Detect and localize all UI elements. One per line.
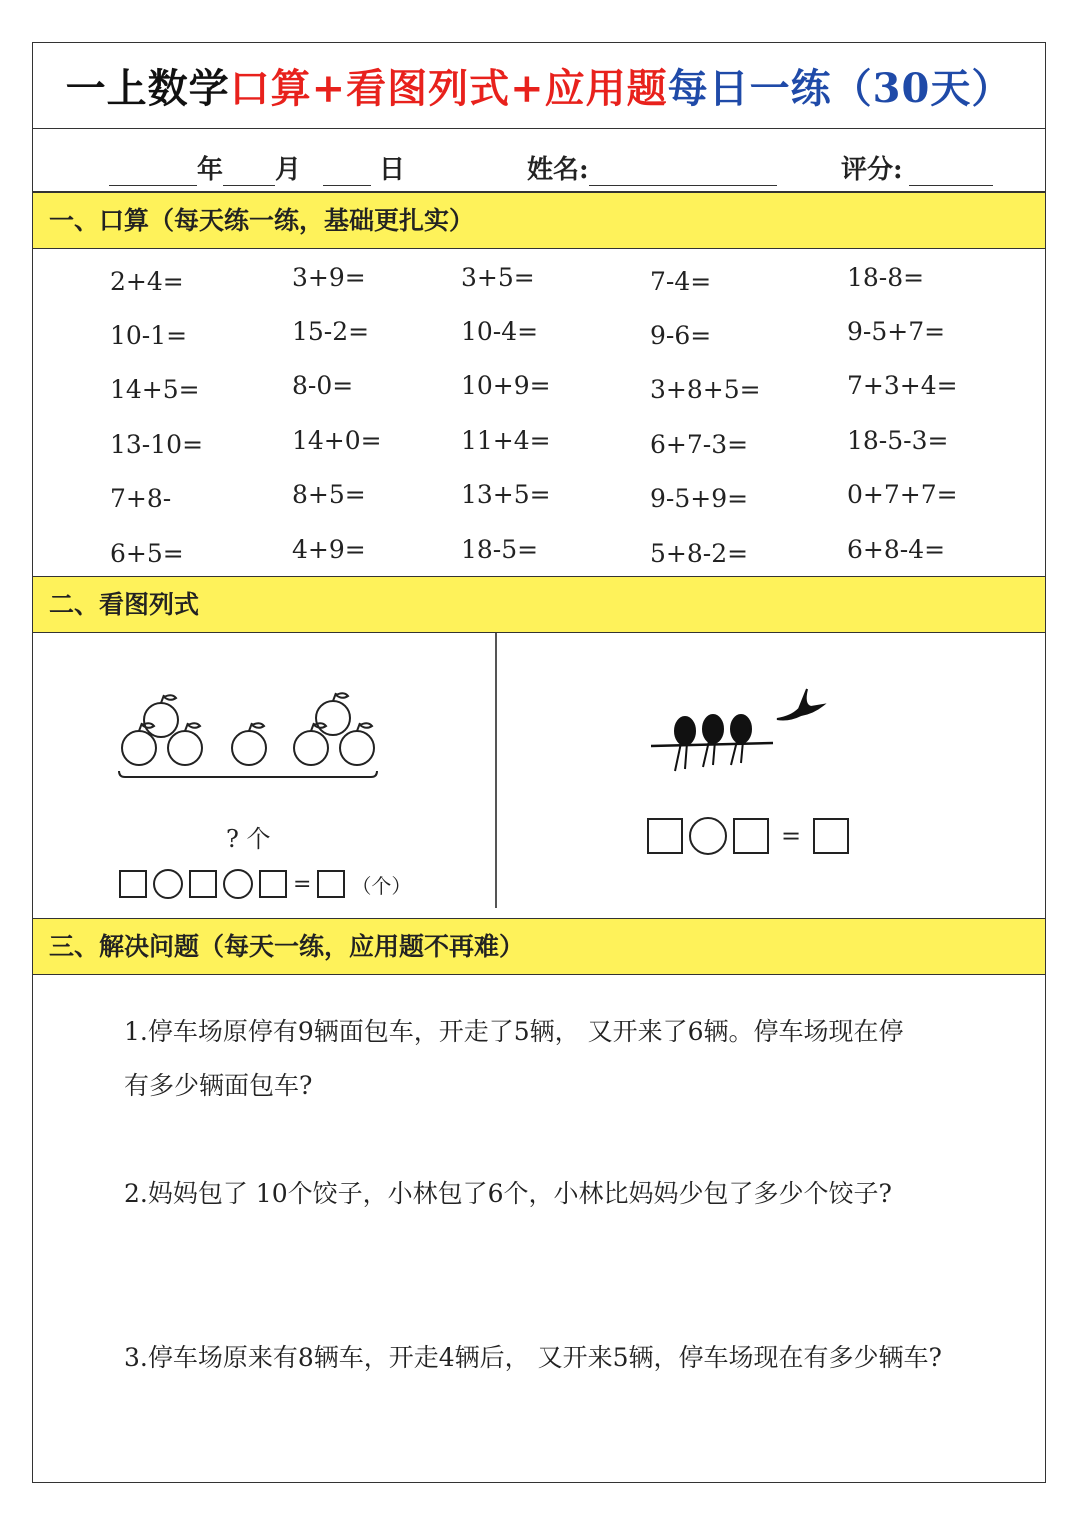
oral-problem: 9-5+9= [650, 484, 749, 513]
oral-problem: 4+9= [292, 535, 366, 564]
year-blank[interactable] [109, 158, 197, 186]
bird-icon [731, 715, 751, 765]
apple-icon [168, 723, 202, 765]
oral-problem: 6+7-3= [650, 430, 749, 459]
oral-problem: 8-0= [292, 371, 354, 400]
day-label: 日 [379, 155, 406, 185]
apple-icon [122, 723, 156, 765]
oral-problem: 7+3+4= [847, 371, 958, 400]
oral-problem: 13+5= [461, 480, 551, 509]
flying-bird-icon [777, 689, 823, 720]
birds-figure [647, 681, 867, 791]
oral-problem: 10+9= [461, 371, 551, 400]
oral-problem: 11+4= [461, 426, 551, 455]
operator-circle[interactable] [153, 869, 183, 899]
answer-box[interactable] [189, 870, 217, 898]
year-label: 年 [197, 155, 224, 185]
birds-equation [647, 817, 849, 855]
result-box[interactable] [813, 818, 849, 854]
bird-icon [703, 715, 723, 767]
month-blank[interactable] [223, 158, 275, 186]
operator-circle[interactable] [689, 817, 727, 855]
oral-problem: 6+5= [110, 539, 184, 568]
picture-equations [33, 633, 1045, 918]
oral-calc-grid [33, 249, 1045, 576]
answer-box[interactable] [119, 870, 147, 898]
apples-question-label: ? 个 [226, 825, 271, 853]
word-problems [33, 975, 1045, 1480]
apple-icon [232, 723, 266, 765]
oral-problem: 3+8+5= [650, 375, 761, 404]
problem-3: 3.停车场原来有8辆车，开走4辆后， 又开来5辆，停车场现在有多少辆车? [124, 1343, 942, 1372]
problem-1-line-2: 有多少辆面包车? [124, 1071, 313, 1100]
apples-equation [119, 869, 411, 899]
oral-problem: 2+4= [110, 267, 184, 296]
worksheet [32, 42, 1046, 1483]
name-blank[interactable] [589, 158, 777, 186]
oral-problem: 13-10= [110, 430, 204, 459]
section-problems-heading: 三、解决问题（每天一练，应用题不再难） [33, 918, 1045, 975]
oral-problem: 9-5+7= [847, 317, 946, 346]
oral-problem: 0+7+7= [847, 480, 958, 509]
answer-box[interactable] [647, 818, 683, 854]
oral-problem: 9-6= [650, 321, 712, 350]
problem-2: 2.妈妈包了 10个饺子，小林包了6个，小林比妈妈少包了多少个饺子? [124, 1179, 892, 1208]
oral-problem: 18-5-3= [847, 426, 949, 455]
oral-problem: 14+5= [110, 375, 200, 404]
section-oral-heading: 一、口算（每天练一练，基础更扎实） [33, 192, 1045, 249]
column-divider [495, 633, 497, 908]
day-blank[interactable] [323, 158, 371, 186]
title-part-daily: 每日一练（30天） [667, 65, 1013, 112]
oral-problem: 18-8= [847, 263, 925, 292]
equals-sign: = [781, 822, 802, 850]
operator-circle[interactable] [223, 869, 253, 899]
oral-problem: 15-2= [292, 317, 370, 346]
apple-icon [294, 723, 328, 765]
result-box[interactable] [317, 870, 345, 898]
apple-icon [144, 695, 178, 737]
oral-problem: 6+8-4= [847, 535, 946, 564]
date-field [109, 149, 405, 186]
oral-problem: 5+8-2= [650, 539, 749, 568]
problem-1-line-1: 1.停车场原停有9辆面包车，开走了5辆， 又开来了6辆。停车场现在停 [124, 1017, 904, 1046]
section-picture-heading: 二、看图列式 [33, 576, 1045, 633]
name-field [527, 149, 777, 186]
score-field [841, 149, 993, 186]
answer-box[interactable] [733, 818, 769, 854]
equals-sign: = [293, 871, 312, 897]
title-part-grade: 一上数学 [65, 65, 230, 112]
oral-problem: 18-5= [461, 535, 539, 564]
oral-problem: 7+8- [110, 484, 172, 513]
oral-problem: 10-1= [110, 321, 188, 350]
info-row [33, 129, 1045, 192]
score-blank[interactable] [909, 158, 993, 186]
score-label: 评分: [841, 155, 903, 185]
oral-problem: 14+0= [292, 426, 382, 455]
answer-box[interactable] [259, 870, 287, 898]
oral-problem: 7-4= [650, 267, 712, 296]
oral-problem: 8+5= [292, 480, 366, 509]
oral-problem: 10-4= [461, 317, 539, 346]
unit-label: （个） [351, 873, 412, 898]
oral-problem: 3+5= [461, 263, 535, 292]
page-title [33, 43, 1045, 129]
oral-problem: 3+9= [292, 263, 366, 292]
name-label: 姓名: [527, 155, 589, 185]
month-label: 月 [275, 155, 302, 185]
title-part-topics: 口算+看图列式+应用题 [229, 65, 668, 112]
